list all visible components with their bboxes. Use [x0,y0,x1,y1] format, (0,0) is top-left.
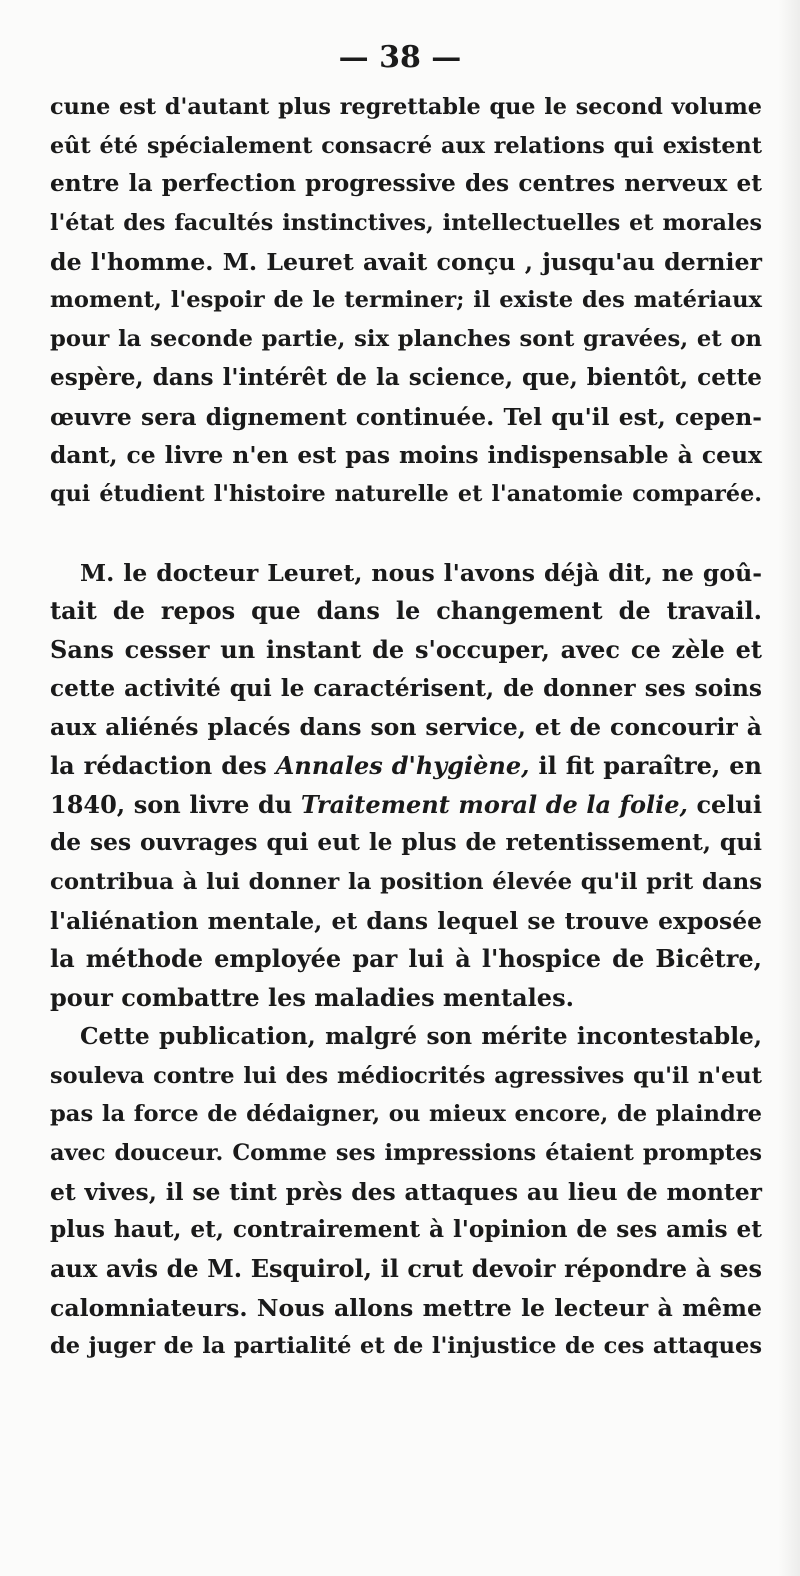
text-segment: 1840, son livre du [50,789,301,819]
text-line: de juger de la partialité et de l'injustice de ces attaques [50,1333,762,1360]
text-line: l'aliénation mentale, et dans lequel se trouve exposée [50,906,762,935]
text-line: pour la seconde partie, six planches sont gravées, et on [50,326,762,353]
text-line: cune est d'autant plus regrettable que le second volume [50,94,762,120]
text-line: de ses ouvrages qui eut le plus de retentissement, qui [50,829,762,857]
text-line: et vives, il se tint près des attaques au lieu de monter [50,1177,762,1206]
text-line: de l'homme. M. Leuret avait conçu , jusqu'au dernier [50,247,762,276]
text-line: œuvre sera dignement continuée. Tel qu'il est, cepen- [50,402,762,431]
paragraph-1 [50,88,762,514]
text-line: qui étudient l'histoire naturelle et l'anatomie comparée. [50,480,762,507]
text-segment: la rédaction des [50,751,276,780]
text-segment: celui [687,789,763,819]
text-segment: il fit paraître, en [529,751,762,780]
text-line: entre la perfection progressive des centres nerveux et [50,170,762,198]
text-line: Sans cesser un instant de s'occuper, avec ce zèle et [50,634,762,664]
text-body [50,88,762,1366]
text-line: aux avis de M. Esquirol, il crut devoir répondre à ses [50,1253,762,1283]
text-line: pour combattre les maladies mentales. [50,983,574,1013]
text-line: l'état des facultés instinctives, intellectuelles et morales [50,210,762,237]
text-line: avec douceur. Comme ses impressions étaient promptes [50,1139,762,1166]
book-title: Traitement moral de la folie, [300,789,688,819]
text-line: eût été spécialement consacré aux relations qui existent [50,132,762,159]
text-line: M. le docteur Leuret, nous l'avons déjà dit, ne goû- [80,558,762,587]
text-line: moment, l'espoir de le terminer; il existe des matériaux [50,287,762,314]
text-line: Cette publication, malgré son mérite incontestable, [80,1022,762,1050]
page-number: — 38 — [338,40,462,75]
text-line: pas la force de dédaigner, ou mieux encore, de plaindre [50,1101,762,1128]
journal-title: Annales d'hygiène, [275,751,530,780]
text-line: souleva contre lui des médiocrités agressives qu'il n'eut [50,1062,762,1089]
paragraph-3 [50,1018,762,1366]
text-line: cette activité qui le caractérisent, de donner ses soins [50,674,762,702]
text-line: calomniateurs. Nous allons mettre le lecteur à même [50,1293,762,1322]
text-line: contribua à lui donner la position élevée qu'il prit dans [50,869,762,896]
text-line: tait de repos que dans le changement de travail. [50,596,762,626]
text-line: aux aliénés placés dans son service, et de concourir à [50,713,762,742]
text-line [50,747,762,786]
paragraph-2 [50,554,762,1018]
text-line: espère, dans l'intérêt de la science, que, bientôt, cette [50,363,762,391]
text-line: la méthode employée par lui à l'hospice de Bicêtre, [50,944,762,974]
text-line [50,786,762,825]
text-line: plus haut, et, contrairement à l'opinion de ses amis et [50,1216,762,1244]
text-line: dant, ce livre n'en est pas moins indispensable à ceux [50,441,762,470]
